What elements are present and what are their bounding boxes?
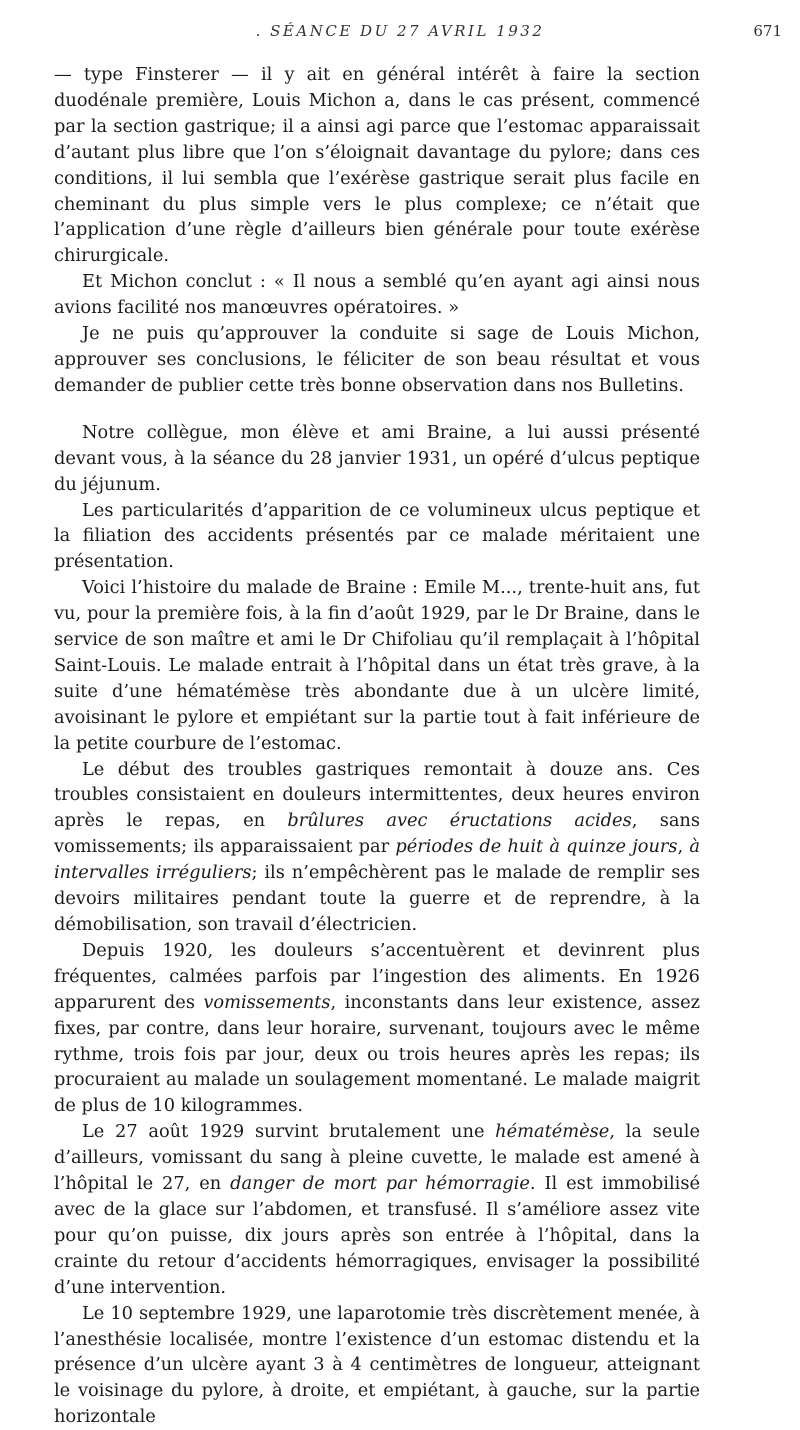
running-title: . SÉANCE DU 27 AVRIL 1932 bbox=[255, 22, 545, 40]
paragraph bbox=[54, 321, 700, 399]
text-run: Depuis 1920, les douleurs s’accentuèrent et devinrent plus fréquentes, calmées parfois par l’ingestion des aliments. En 1926 apparurent des bbox=[54, 939, 700, 1013]
text-run: ; ils n’empêchèrent pas le malade de remplir ses devoirs militaires pendant toute la guerre et de reprendre, à la démobilisation, son travail d’électricien. bbox=[54, 862, 700, 935]
page-header bbox=[0, 22, 800, 46]
text-run: — type Finsterer — il y ait en général intérêt à faire la section duodénale première, Louis Michon a, dans le cas présent, commencé par la section gastrique; il a ainsi agi parce que l’estomac apparaissait d’autant plus libre que l’on s’éloignait davantage du pylore; dans ces conditions, il lui sembla que l’exérèse gastrique serait plus facile en cheminant du plus simple vers le plus complexe; ce n’était que l’application d’une règle d’ailleurs bien générale pour toute exérèse chirurgicale. bbox=[54, 64, 700, 267]
text-run: Et Michon conclut : « Il nous a semblé qu’en ayant agi ainsi nous avions facilité nos manœuvres opératoires. » bbox=[54, 271, 700, 319]
text-run: Le début des troubles gastriques remontait à douze ans. Ces troubles consistaient en douleurs intermittentes, deux heures environ après le repas, en bbox=[54, 758, 700, 832]
text-run: , la seule d’ailleurs, vomissant du sang à pleine cuvette, le malade est amené à l’hôpital le 27, en bbox=[54, 1121, 700, 1195]
paragraph bbox=[54, 1119, 700, 1300]
italic-run: périodes de huit à quinze jours bbox=[395, 836, 678, 858]
text-run: , sans vomissements; ils apparaissaient par bbox=[54, 810, 700, 858]
paragraph bbox=[54, 269, 700, 321]
italic-run: danger de mort par hémorragie bbox=[230, 1173, 530, 1195]
text-run: Voici l’histoire du malade de Braine : Emile M..., trente-huit ans, fut vu, pour la première fois, à la fin d’août 1929, par le Dr Braine, dans le service de son maître et ami le Dr Chifoliau qu’il remplaçait à l’hôpital Saint-Louis. Le malade entrait à l’hôpital dans un état très grave, à la suite d’une hématémèse très abondante due à un ulcère limité, avoisinant le pylore et empiétant sur la partie tout à fait inférieure de la petite courbure de l’estomac. bbox=[54, 577, 700, 754]
paragraph bbox=[54, 757, 700, 938]
text-run: Le 27 août 1929 survint brutalement une bbox=[82, 1121, 496, 1143]
paragraph bbox=[54, 498, 700, 576]
text-run: . Il est immobilisé avec de la glace sur l’abdomen, et transfusé. Il s’améliore assez vite pour qu’on puisse, dix jours après son entrée à l’hôpital, dans la crainte du retour d’accidents hémorragiques, envisager la possibilité d’une intervention. bbox=[54, 1173, 700, 1298]
italic-run: vomissements bbox=[203, 991, 331, 1013]
italic-run: hématémèse bbox=[495, 1121, 610, 1143]
body-text bbox=[54, 62, 700, 1430]
page-number: 671 bbox=[753, 22, 782, 40]
text-run: , bbox=[677, 836, 690, 858]
paragraph bbox=[54, 1301, 700, 1430]
italic-run: brûlures avec éructations acides bbox=[287, 810, 632, 832]
text-run: Les particularités d’apparition de ce volumineux ulcus peptique et la filiation des accidents présentés par ce malade méritaient une présentation. bbox=[54, 499, 700, 573]
text-run: Notre collègue, mon élève et ami Braine, a lui aussi présenté devant vous, à la séance du 28 janvier 1931, un opéré d’ulcus peptique du jéjunum. bbox=[54, 421, 700, 495]
text-run: , inconstants dans leur existence, assez fixes, par contre, dans leur horaire, survenant, toujours avec le même rythme, trois fois par jour, deux ou trois heures après les repas; ils procuraient au malade un soulagement momentané. Le malade maigrit de plus de 10 kilogrammes. bbox=[54, 991, 701, 1117]
paragraph bbox=[54, 575, 700, 756]
text-run: Je ne puis qu’approuver la conduite si sage de Louis Michon, approuver ses conclusions, le féliciter de son beau résultat et vous demander de publier cette très bonne observation dans nos Bulletins. bbox=[54, 323, 700, 396]
italic-run: à intervalles irréguliers bbox=[54, 836, 700, 884]
paragraph bbox=[54, 938, 700, 1119]
text-run: Le 10 septembre 1929, une laparotomie très discrètement menée, à l’anesthésie localisée, montre l’existence d’un estomac distendu et la présence d’un ulcère ayant 3 à 4 centimètres de longueur, atteignant le voisinage du pylore, à droite, et empiétant, à gauche, sur la partie horizontale bbox=[54, 1302, 700, 1428]
paragraph bbox=[54, 420, 700, 498]
paragraph bbox=[54, 62, 700, 269]
